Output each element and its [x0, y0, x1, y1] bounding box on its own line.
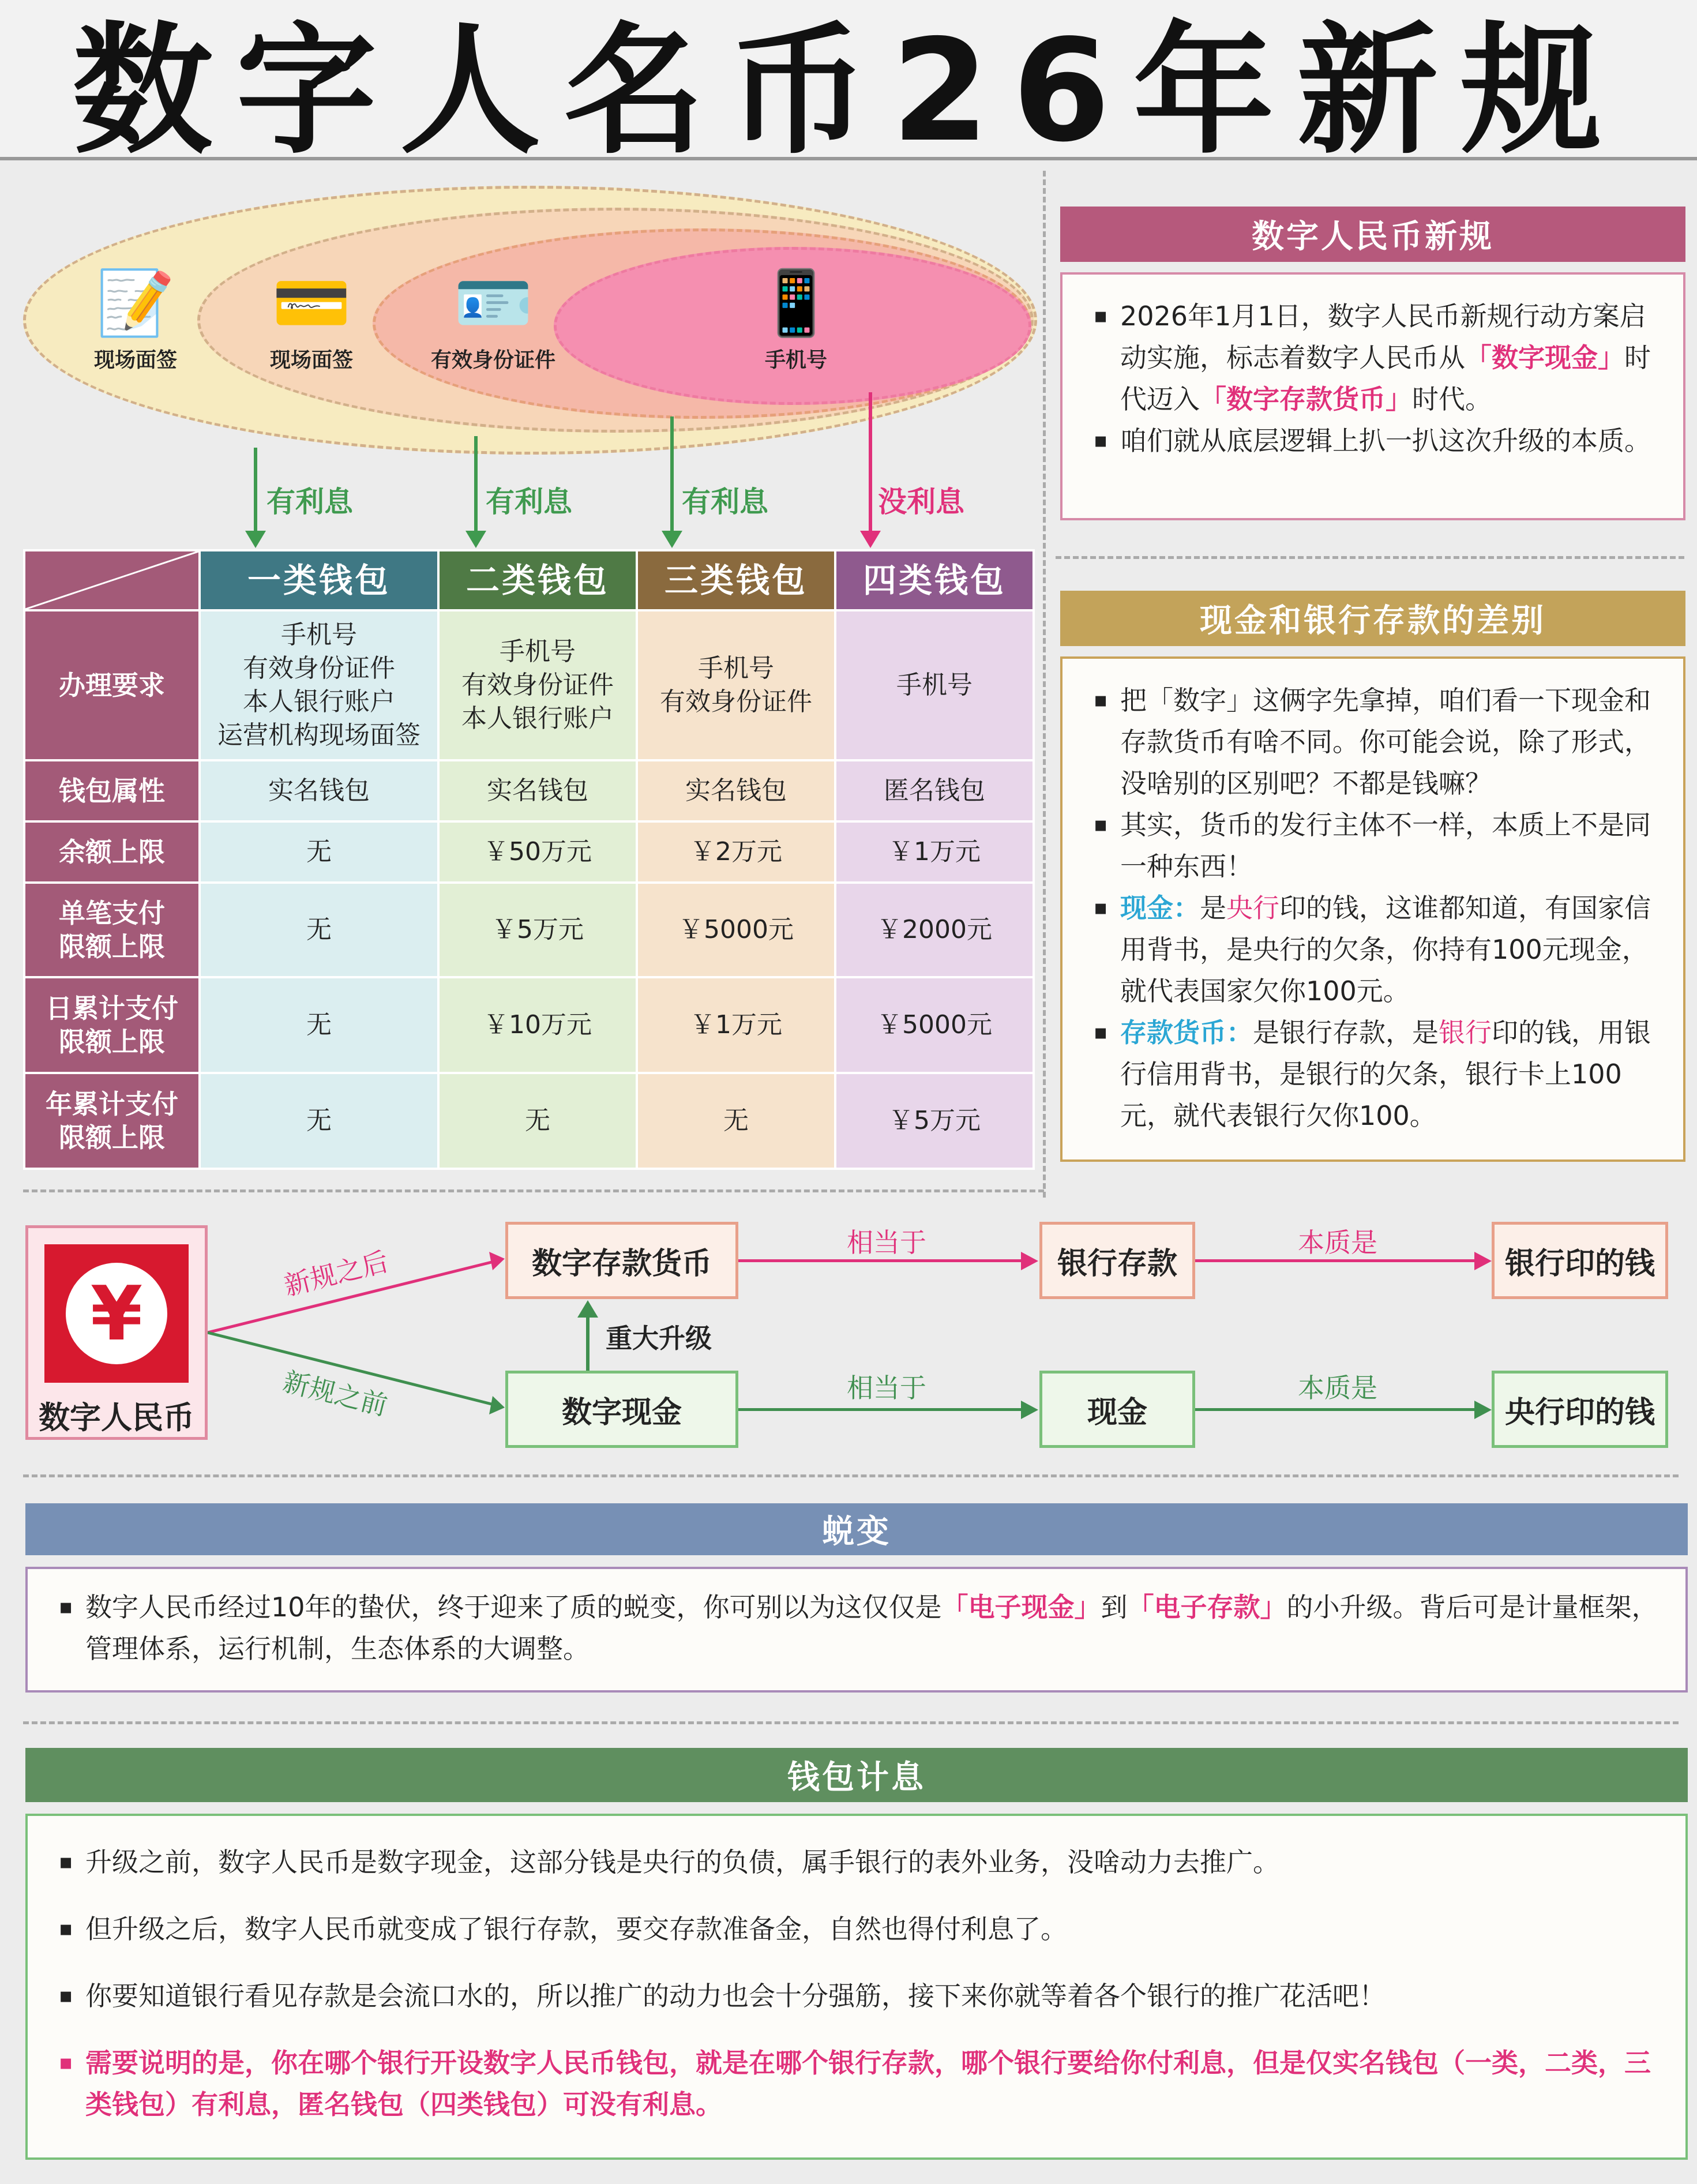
- mobile-phone-icon: 📱: [756, 266, 836, 340]
- panel-title: 现金和银行存款的差别: [1060, 591, 1685, 646]
- highlight: 银行: [1439, 1017, 1492, 1048]
- row-header: 办理要求: [24, 610, 200, 760]
- arrow-line: [474, 436, 478, 534]
- contract-icon: 📝: [96, 266, 175, 340]
- panel-body: [1060, 272, 1685, 520]
- highlight: 「数字现金」: [1465, 342, 1624, 373]
- panel-title: 钱包计息: [25, 1748, 1688, 1802]
- bullet-item: [1086, 1012, 1660, 1136]
- bullet-item: ▪ 其实，货币的发行主体不一样，本质上不是同一种东西！: [1086, 804, 1660, 887]
- table-cell: ￥5000元: [835, 977, 1034, 1073]
- table-cell: 手机号 有效身份证件 本人银行账户 运营机构现场面签: [200, 610, 438, 760]
- bullet-item: [51, 1586, 1662, 1669]
- logo-label: 数字人民币: [39, 1399, 194, 1436]
- table-cell: 实名钱包: [200, 760, 438, 821]
- arrow-line: [869, 392, 872, 534]
- flow-box-bank-money: 银行印的钱: [1492, 1222, 1668, 1299]
- bullet-item: ▪ 升级之前，数字人民币是数字现金，这部分钱是央行的负债，属手银行的表外业务，没啥动力去推广。: [51, 1841, 1662, 1883]
- interest-label: 有利息: [266, 485, 353, 519]
- arrow-up-icon: [577, 1300, 598, 1318]
- text: 到: [1101, 1592, 1128, 1623]
- arrow-line: [254, 448, 257, 534]
- divider: [23, 1474, 1679, 1477]
- highlight: 央行: [1226, 892, 1279, 924]
- essence-label: 本质是: [1298, 1227, 1377, 1258]
- divider: [23, 1721, 1679, 1724]
- id-card-icon: 🪪: [453, 266, 533, 340]
- ellipse-label: 现场面签: [269, 348, 353, 372]
- e-cny-logo-box: [25, 1225, 208, 1440]
- table-cell: 实名钱包: [637, 760, 835, 821]
- arrow-line: [670, 416, 674, 534]
- row-header: 年累计支付 限额上限: [24, 1073, 200, 1169]
- ellipse-label: 有效身份证件: [430, 348, 555, 372]
- before-label: 新规之前: [280, 1365, 391, 1422]
- arrow-down-icon: [245, 531, 266, 548]
- bullet-item: ▪ 但升级之后，数字人民币就变成了银行存款，要交存款准备金，自然也得付利息了。: [51, 1908, 1662, 1950]
- bullet-item: ▪ 你要知道银行看见存款是会流口水的，所以推广的动力也会十分强筋，接下来你就等着各个银行的推广花活吧！: [51, 1975, 1662, 2017]
- table-cell: 无: [200, 977, 438, 1073]
- arrow-right-icon: [1474, 1252, 1492, 1270]
- table-cell: ￥2000元: [835, 883, 1034, 977]
- panel-body: [1060, 656, 1685, 1162]
- divider: [1056, 556, 1684, 559]
- text: 是: [1200, 892, 1226, 924]
- table-cell: 无: [200, 883, 438, 977]
- table-cell: ￥1万元: [637, 977, 835, 1073]
- flow-box-digital-deposit: 数字存款货币: [505, 1222, 738, 1299]
- table-cell: 手机号 有效身份证件: [637, 610, 835, 760]
- page-title: 数字人名币26年新规: [0, 0, 1697, 160]
- arrow-down-icon: [860, 531, 881, 548]
- table-header: 二类钱包: [438, 550, 637, 610]
- table-cell: 手机号 有效身份证件 本人银行账户: [438, 610, 637, 760]
- table-cell: ￥5万元: [835, 1073, 1034, 1169]
- text: 数字人民币经过10年的蛰伏，终于迎来了质的蜕变，你可别以为这仅仅是: [85, 1592, 942, 1623]
- label: 存款货币：: [1120, 1017, 1253, 1048]
- panel-body: [25, 1567, 1688, 1693]
- label: 现金：: [1120, 892, 1200, 924]
- arrow-line: [586, 1316, 590, 1371]
- table-header: 三类钱包: [637, 550, 835, 610]
- row-header: 单笔支付 限额上限: [24, 883, 200, 977]
- after-label: 新规之后: [280, 1245, 392, 1302]
- bullet-item: ▪ 咱们就从底层逻辑上扒一扒这次升级的本质。: [1086, 420, 1660, 461]
- text: 是银行存款，是: [1253, 1017, 1439, 1048]
- essence-label: 本质是: [1298, 1372, 1377, 1404]
- table-cell: ￥50万元: [438, 821, 637, 883]
- bullet-item: [1086, 887, 1660, 1012]
- row-header: 日累计支付 限额上限: [24, 977, 200, 1073]
- table-cell: 无: [200, 821, 438, 883]
- interest-label: 没利息: [878, 485, 964, 519]
- table-cell: 无: [438, 1073, 637, 1169]
- table-cell: 匿名钱包: [835, 760, 1034, 821]
- bullet-item: [1086, 295, 1660, 420]
- arrow-right-icon: [1474, 1401, 1492, 1419]
- table-cell: 实名钱包: [438, 760, 637, 821]
- ellipse-item: [404, 265, 583, 373]
- equiv-label: 相当于: [847, 1372, 926, 1404]
- arrow-down-icon: [465, 531, 486, 548]
- arrow-line: [738, 1408, 1026, 1411]
- ellipse-item: [724, 265, 868, 373]
- table-cell: ￥2万元: [637, 821, 835, 883]
- row-header: 钱包属性: [24, 760, 200, 821]
- text: 2026年1月1日，数字人民币新规行动方案启动实施，标志着数字人民币从: [1120, 301, 1646, 373]
- interest-label: 有利息: [682, 485, 768, 519]
- flow-box-cash: 现金: [1039, 1371, 1195, 1448]
- arrow-right-icon: [1021, 1401, 1038, 1419]
- bank-card-icon: 💳: [272, 266, 351, 340]
- ellipse-item: [63, 265, 208, 373]
- text: 印的钱，这谁都知道，有国家信用背书，是央行的欠条，你持有100元现金，就代表国家欠你100元。: [1120, 892, 1651, 1007]
- ellipse-item: [239, 265, 384, 373]
- wallet-table: [23, 549, 1035, 1170]
- arrow-line: [1195, 1408, 1478, 1411]
- interest-label: 有利息: [486, 485, 572, 519]
- ellipse-label: 手机号: [764, 348, 827, 372]
- text: 时代。: [1412, 384, 1492, 415]
- highlight: 「数字存款货币」: [1200, 384, 1412, 415]
- table-cell: 无: [637, 1073, 835, 1169]
- table-cell: ￥5000元: [637, 883, 835, 977]
- flow-box-bank-deposit: 银行存款: [1039, 1222, 1195, 1299]
- text: 的小升级。背后可是计量框架，管理体系，运行机制，生态体系的大调整。: [85, 1592, 1658, 1664]
- ellipse-label: 现场面签: [93, 348, 177, 372]
- table-cell: 无: [200, 1073, 438, 1169]
- flow-box-central-bank-money: 央行印的钱: [1492, 1371, 1668, 1448]
- table-header: 四类钱包: [835, 550, 1034, 610]
- table-cell: ￥10万元: [438, 977, 637, 1073]
- table-corner: [24, 550, 200, 610]
- panel-body: [25, 1814, 1688, 2160]
- table-cell: ￥5万元: [438, 883, 637, 977]
- upgrade-label: 重大升级: [606, 1323, 712, 1354]
- bullet-item: ▪ 把「数字」这俩字先拿掉，咱们看一下现金和存款货币有啥不同。你可能会说，除了形式，没啥别的区别吧？不都是钱嘛？: [1086, 680, 1660, 804]
- table-header: 一类钱包: [200, 550, 438, 610]
- divider: [1043, 171, 1046, 1198]
- e-cny-logo-icon: ¥: [44, 1244, 189, 1383]
- highlight: 「电子现金」: [941, 1592, 1101, 1623]
- bullet-item-highlight: ▪ 需要说明的是，你在哪个银行开设数字人民币钱包，就是在哪个银行存款，哪个银行要给你付利息，但是仅实名钱包（一类，二类，三类钱包）有利息，匿名钱包（四类钱包）可没有利息。: [51, 2042, 1662, 2125]
- highlight: 「电子存款」: [1127, 1592, 1287, 1623]
- text: 印的钱，用银行信用背书，是银行的欠条，银行卡上100元，就代表银行欠你100。: [1120, 1017, 1651, 1131]
- arrow-right-icon: [1021, 1252, 1038, 1270]
- table-cell: ￥1万元: [835, 821, 1034, 883]
- divider: [23, 1189, 1044, 1192]
- arrow-down-icon: [662, 531, 682, 548]
- text: 时代迈入: [1120, 342, 1651, 415]
- table-cell: 手机号: [835, 610, 1034, 760]
- flow-box-digital-cash: 数字现金: [505, 1371, 738, 1448]
- panel-title: 蜕变: [25, 1503, 1688, 1555]
- panel-title: 数字人民币新规: [1060, 207, 1685, 262]
- equiv-label: 相当于: [847, 1227, 926, 1258]
- row-header: 余额上限: [24, 821, 200, 883]
